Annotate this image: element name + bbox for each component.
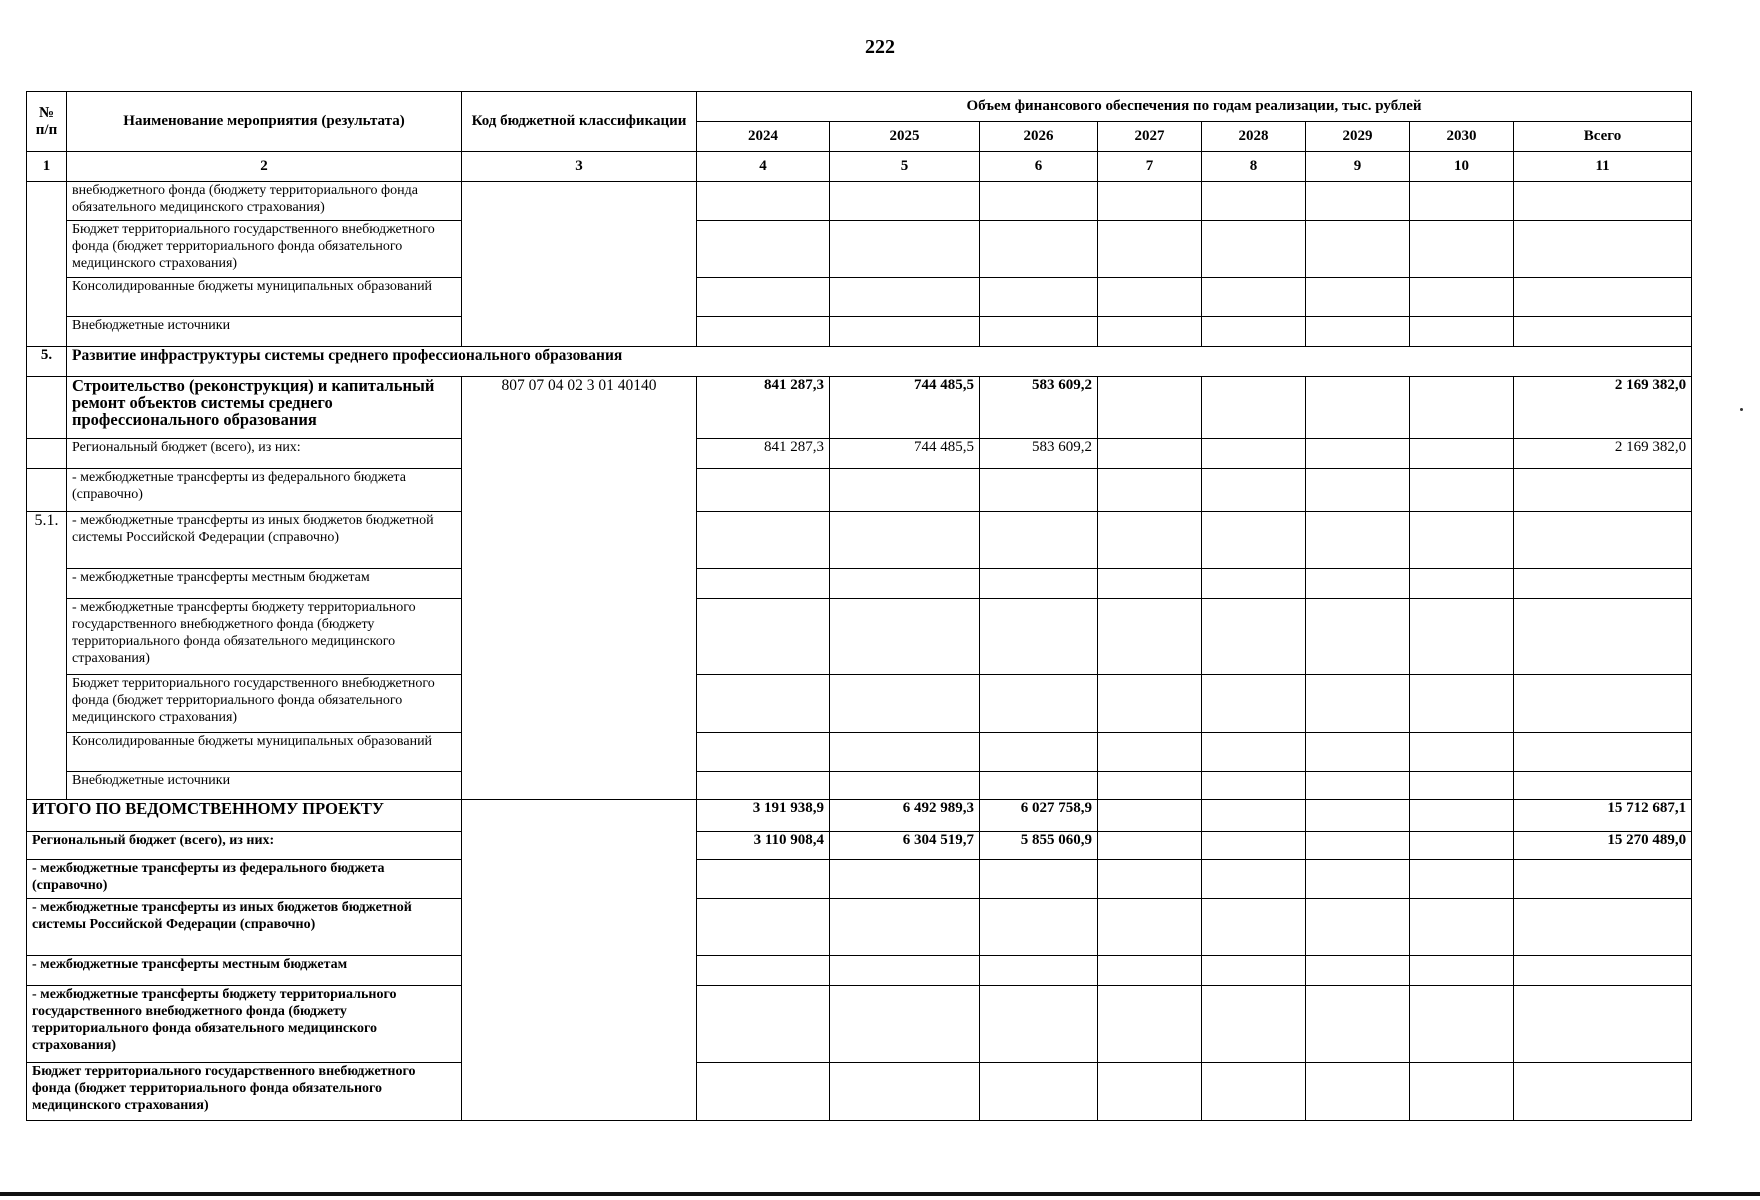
value-cell (1410, 377, 1514, 439)
row-label: - межбюджетные трансферты бюджету территориального государственного внебюджетного фонда (бюджету территориального фонда обязательного медицинского страхования) (27, 986, 462, 1063)
column-number: 9 (1306, 152, 1410, 182)
row-label: - межбюджетные трансферты местным бюджетам (67, 569, 462, 599)
header-year: 2025 (830, 122, 980, 152)
row-label: - межбюджетные трансферты местным бюджетам (27, 956, 462, 986)
header-year: 2029 (1306, 122, 1410, 152)
budget-code: 807 07 04 02 3 01 40140 (462, 377, 697, 800)
header-year: 2026 (980, 122, 1098, 152)
value-cell: 6 027 758,9 (980, 800, 1098, 832)
row-label: Бюджет территориального государственного внебюджетного фонда (бюджет территориального фонда обязательного медицинского страхования) (67, 221, 462, 278)
totals-code-cell (462, 800, 697, 1121)
value-cell: 2 169 382,0 (1514, 439, 1692, 469)
column-number: 1 (27, 152, 67, 182)
value-cell (1202, 832, 1306, 860)
cont-code-cell (462, 182, 697, 347)
section-title: Развитие инфраструктуры системы среднего профессионального образования (67, 347, 1692, 377)
item-title: Строительство (реконструкция) и капитальный ремонт объектов системы среднего профессионального образования (67, 377, 462, 439)
row-label: Бюджет территориального государственного внебюджетного фонда (бюджет территориального фонда обязательного медицинского страхования) (67, 675, 462, 733)
row-label: Региональный бюджет (всего), из них: (67, 439, 462, 469)
header-total: Всего (1514, 122, 1692, 152)
header-year: 2028 (1202, 122, 1306, 152)
header-volume: Объем финансового обеспечения по годам реализации, тыс. рублей (697, 92, 1692, 122)
item-num-blank (27, 439, 67, 469)
row-label: Бюджет территориального государственного внебюджетного фонда (бюджет территориального фонда обязательного медицинского страхования) (27, 1063, 462, 1121)
row-label: Внебюджетные источники (67, 772, 462, 800)
row-label: - межбюджетные трансферты из федерального бюджета (справочно) (27, 860, 462, 899)
value-cell (1098, 377, 1202, 439)
value-cell (1306, 377, 1410, 439)
value-cell (1306, 832, 1410, 860)
header-year: 2030 (1410, 122, 1514, 152)
budget-table (26, 91, 1692, 1121)
cont-num-cell (27, 182, 67, 347)
item-num-blank (27, 469, 67, 512)
value-cell (1202, 800, 1306, 832)
value-cell (1410, 832, 1514, 860)
column-number: 4 (697, 152, 830, 182)
header-year: 2024 (697, 122, 830, 152)
column-number: 2 (67, 152, 462, 182)
row-label: Внебюджетные источники (67, 317, 462, 347)
value-cell: 744 485,5 (830, 439, 980, 469)
value-cell: 2 169 382,0 (1514, 377, 1692, 439)
bottom-edge-rule (0, 1192, 1760, 1196)
row-label: Региональный бюджет (всего), из них: (27, 832, 462, 860)
value-cell: 15 712 687,1 (1514, 800, 1692, 832)
column-number: 8 (1202, 152, 1306, 182)
row-label: Консолидированные бюджеты муниципальных образований (67, 278, 462, 317)
column-number: 3 (462, 152, 697, 182)
item-number: 5.1. (27, 512, 67, 800)
row-label: Консолидированные бюджеты муниципальных образований (67, 733, 462, 772)
value-cell: 6 492 989,3 (830, 800, 980, 832)
value-cell: 841 287,3 (697, 377, 830, 439)
value-cell (1202, 377, 1306, 439)
value-cell (1306, 439, 1410, 469)
value-cell: 583 609,2 (980, 377, 1098, 439)
value-cell: 583 609,2 (980, 439, 1098, 469)
header-num: № п/п (27, 92, 67, 152)
total-label: ИТОГО ПО ВЕДОМСТВЕННОМУ ПРОЕКТУ (27, 800, 462, 832)
value-cell: 744 485,5 (830, 377, 980, 439)
row-label: - межбюджетные трансферты из иных бюджетов бюджетной системы Российской Федерации (справочно) (67, 512, 462, 569)
page-number: 222 (865, 36, 895, 58)
value-cell: 5 855 060,9 (980, 832, 1098, 860)
value-cell (1098, 800, 1202, 832)
item-num-blank (27, 377, 67, 439)
header-name: Наименование мероприятия (результата) (67, 92, 462, 152)
row-label: - межбюджетные трансферты бюджету территориального государственного внебюджетного фонда (бюджету территориального фонда обязательного медицинского страхования) (67, 599, 462, 675)
section-number: 5. (27, 347, 67, 377)
value-cell (1410, 439, 1514, 469)
value-cell (1410, 800, 1514, 832)
row-label: внебюджетного фонда (бюджету территориального фонда обязательного медицинского страхования) (67, 182, 462, 221)
column-number: 7 (1098, 152, 1202, 182)
value-cell: 3 191 938,9 (697, 800, 830, 832)
header-code: Код бюджетной классификации (462, 92, 697, 152)
value-cell: 3 110 908,4 (697, 832, 830, 860)
column-number: 11 (1514, 152, 1692, 182)
value-cell (1202, 439, 1306, 469)
column-number: 6 (980, 152, 1098, 182)
row-label: - межбюджетные трансферты из федерального бюджета (справочно) (67, 469, 462, 512)
row-label: - межбюджетные трансферты из иных бюджетов бюджетной системы Российской Федерации (справочно) (27, 899, 462, 956)
scan-dot (1740, 408, 1743, 411)
column-number: 5 (830, 152, 980, 182)
value-cell: 841 287,3 (697, 439, 830, 469)
value-cell (1098, 439, 1202, 469)
column-number: 10 (1410, 152, 1514, 182)
value-cell (1306, 800, 1410, 832)
value-cell: 6 304 519,7 (830, 832, 980, 860)
value-cell (1098, 832, 1202, 860)
header-year: 2027 (1098, 122, 1202, 152)
value-cell: 15 270 489,0 (1514, 832, 1692, 860)
